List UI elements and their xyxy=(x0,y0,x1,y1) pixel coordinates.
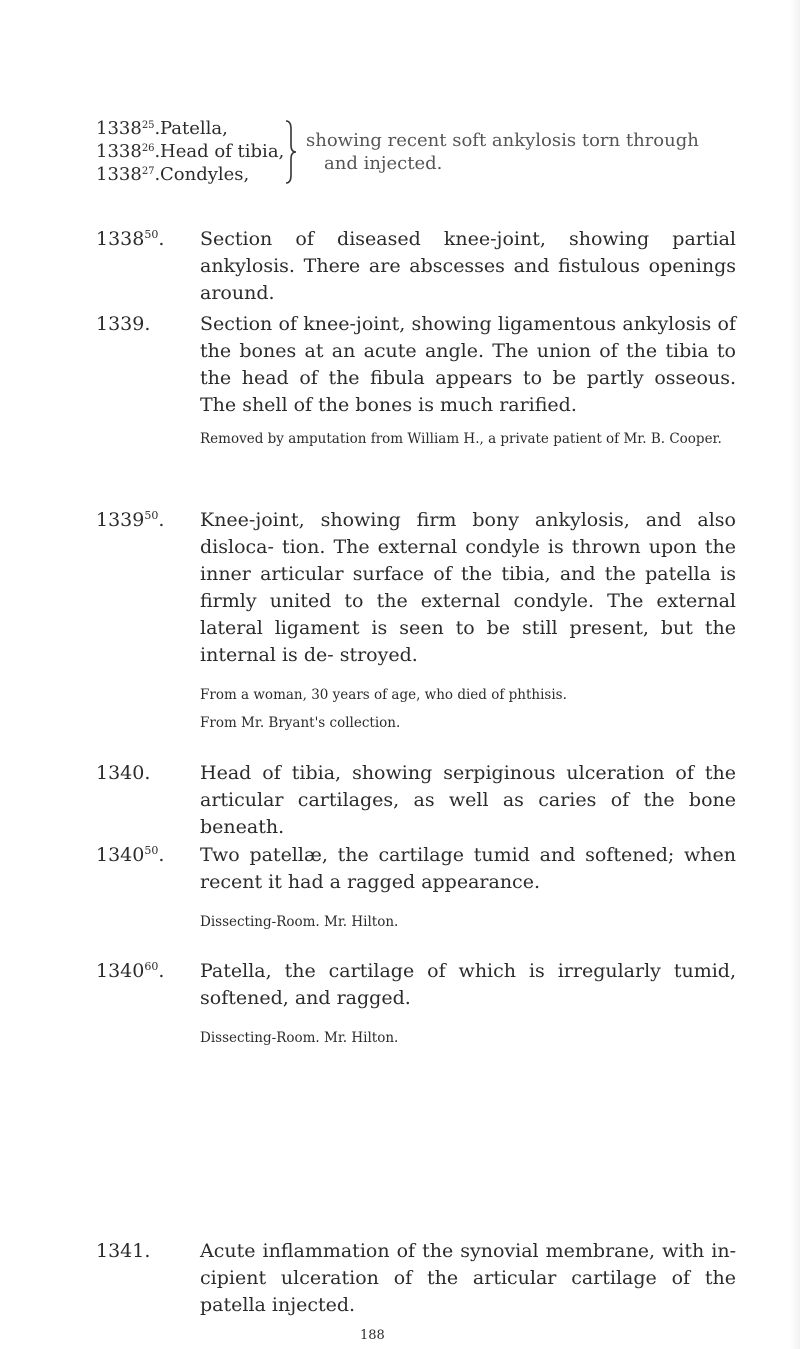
specimen-label: Condyles, xyxy=(160,164,250,185)
entry-description: Two patellæ, the cartilage tumid and softened; when recent it had a ragged appearance. Dissecting-Room. Mr. Hilton. xyxy=(200,844,736,930)
group-item xyxy=(96,117,284,140)
provenance-note: Dissecting-Room. Mr. Hilton. xyxy=(200,914,399,930)
specimen-number: 1339$^{50}$. xyxy=(96,509,165,531)
catalogue-entry xyxy=(96,311,736,449)
specimen-number: 1338$^{26}$. xyxy=(96,141,161,162)
specimen-number: 1340. xyxy=(96,762,151,784)
specimen-group-1338-25-27 xyxy=(96,117,716,201)
specimen-number: 1339. xyxy=(96,313,151,335)
page-number: 188 xyxy=(360,1328,385,1343)
specimen-label: Patella, xyxy=(160,118,228,139)
entry-description: Section of knee-joint, showing ligamentous ankylosis of the bones at an acute angle. The union of the tibia to the head of the fibula appears to be partly osseous. The shell of the bones is much rarified. Removed by amputation from William H., a private patient of Mr. B. Cooper. xyxy=(200,313,736,447)
entry-description: Knee-joint, showing firm bony ankylosis, and also disloca- tion. The external condyle is thrown upon the inner articular surface of the tibia, and the patella is firmly united to the external condyle. The external lateral ligament is seen to be still present, but the internal is de- stroyed. From a woman, 30 years of age, who died of phthisis. From Mr. Bryant's collection. xyxy=(200,509,736,731)
group-item xyxy=(96,163,284,186)
page-edge-shadow xyxy=(790,0,800,1349)
specimen-label: Head of tibia, xyxy=(160,141,285,162)
group-item xyxy=(96,140,284,163)
provenance-note: From a woman, 30 years of age, who died of phthisis. xyxy=(200,687,567,703)
entry-description: Section of diseased knee-joint, showing partial ankylosis. There are abscesses and fistulous openings around. xyxy=(200,228,736,304)
specimen-number: 1338$^{50}$. xyxy=(96,228,165,250)
catalogue-entry xyxy=(96,958,736,1048)
specimen-number: 1338$^{27}$. xyxy=(96,164,161,185)
catalogue-entry xyxy=(96,226,736,307)
entry-description: Patella, the cartilage of which is irregularly tumid, softened, and ragged. Dissecting-Room. Mr. Hilton. xyxy=(200,960,736,1046)
specimen-number: 1340$^{50}$. xyxy=(96,844,165,866)
entry-description: Acute inflammation of the synovial membrane, with in- cipient ulceration of the articular cartilage of the patella injected. xyxy=(200,1240,736,1316)
catalogue-entry xyxy=(96,507,736,733)
specimen-number: 1340$^{60}$. xyxy=(96,960,165,982)
entry-description: Head of tibia, showing serpiginous ulceration of the articular cartilages, as well as caries of the bone beneath. xyxy=(200,762,736,838)
group-description: showing recent soft ankylosis torn through and injected. xyxy=(306,130,699,174)
specimen-number: 1341. xyxy=(96,1240,151,1262)
specimen-number: 1338$^{25}$. xyxy=(96,118,161,139)
catalogue-entry xyxy=(96,1238,736,1319)
catalogue-entry xyxy=(96,760,736,841)
provenance-note: Dissecting-Room. Mr. Hilton. xyxy=(200,1030,399,1046)
curly-brace-icon xyxy=(284,119,298,185)
catalogue-entry xyxy=(96,842,736,932)
collection-note: From Mr. Bryant's collection. xyxy=(200,715,401,731)
provenance-note: Removed by amputation from William H., a private patient of Mr. B. Cooper. xyxy=(200,431,722,447)
